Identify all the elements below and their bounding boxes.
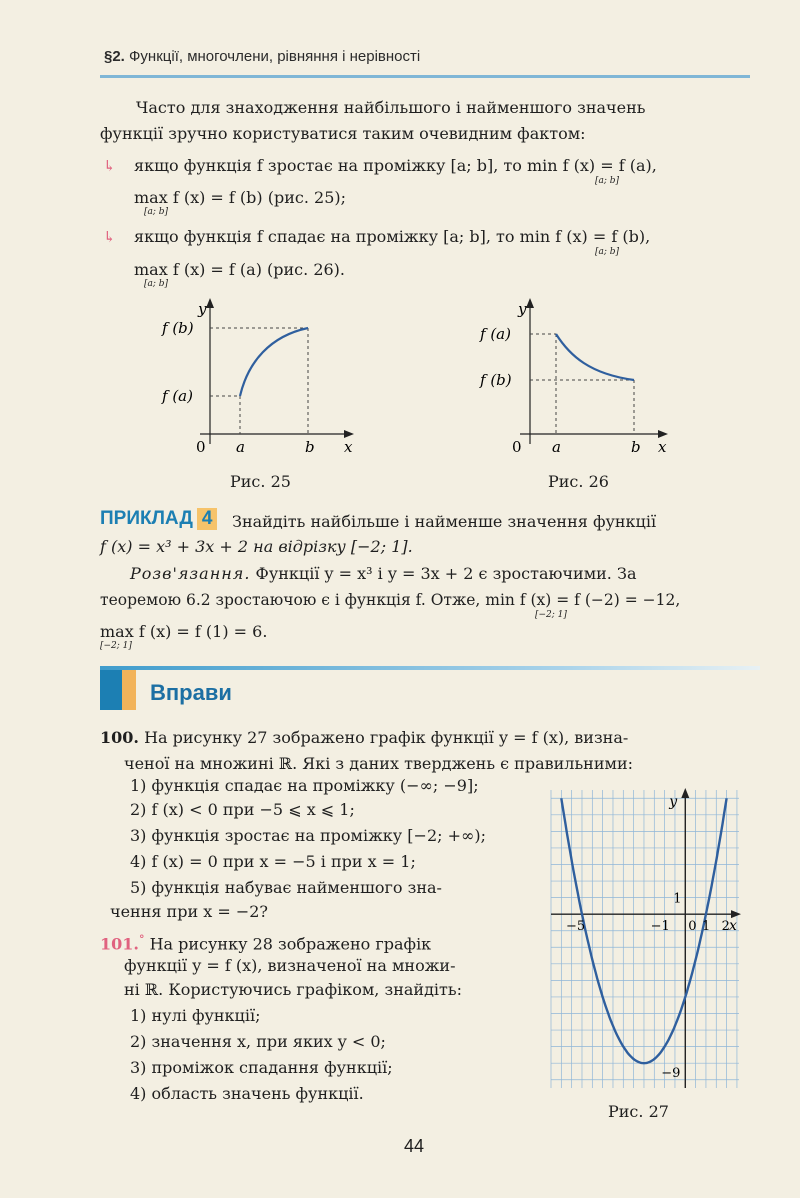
fig27-axes [551,788,741,1088]
ex100-line-2: ченої на множині ℝ. Які з даних тверджень є правильними: [124,754,633,773]
fig25-caption: Рис. 25 [230,472,291,491]
ex101-item-2: 2) значення x, при яких y < 0; [130,1032,386,1051]
running-header [104,48,420,65]
fig25-tick-fb: f (b) [162,319,194,337]
figure-27-chart [545,784,745,1094]
fig25-x-arrow [344,430,354,438]
ex101-text-1: На рисунку 28 зображено графік [149,934,432,954]
solution-max-subscript: [−2; 1] [100,641,132,651]
fig26-tick-b: b [631,438,641,456]
fig26-x-label: x [658,438,667,456]
fig27-tick-y-1: 1 [673,891,682,907]
solution-text-1: Функції y = x³ і y = 3x + 2 є зростаючими. За [255,564,637,583]
fig25-increasing-curve [240,328,308,396]
rule-2-text: якщо функція f спадає на проміжку [a; b], то min f (x) = f (b), [134,227,651,246]
rule-2-max-subscript: [a; b] [144,279,169,289]
fig26-tick-fb: f (b) [480,371,512,389]
solution-line-2: теоремою 6.2 зростаючою є і функція f. Отже, min f (x) = f (−2) = −12, [100,591,681,609]
example-heading [100,508,217,530]
fig25-tick-a: a [236,438,245,456]
ex101-item-3: 3) проміжок спадання функції; [130,1058,393,1077]
rule-1-text: якщо функція f зростає на проміжку [a; b], то min f (x) = f (a), [134,156,657,175]
fig26-tick-a: a [552,438,561,456]
solution-line-1 [130,564,636,584]
header-section-title: Функції, многочлени, рівняння і нерівності [129,48,421,65]
rule-1-continuation: max f (x) = f (b) (рис. 25); [134,188,347,207]
header-rule [100,75,750,78]
fig27-tick-x-1: 1 [701,919,711,935]
header-section-number: §2. [104,48,125,65]
bullet-arrow-icon: ↳ [103,157,116,175]
fig27-x-label: x [729,918,737,935]
section-marker [100,670,140,710]
fig27-tick-x-0: 0 [688,919,697,935]
figure-26 [474,292,684,462]
section-title: Вправи [150,680,232,705]
fig25-y-label: y [198,300,207,318]
page-number: 44 [404,1136,425,1156]
fig25-tick-b: b [305,438,315,456]
fig27-x-arrow [731,910,741,918]
example-number: 4 [197,508,218,530]
fig27-tick-x-2: 2 [721,919,730,935]
fig26-caption: Рис. 26 [548,472,609,491]
fig27-grid [551,790,739,1088]
ex101-item-4: 4) область значень функції. [130,1084,364,1103]
bullet-arrow-icon: ↳ [103,228,116,246]
ex100-item-1: 1) функція спадає на проміжку (−∞; −9]; [130,776,479,795]
rule-1-max-subscript: [a; b] [144,207,169,217]
fig26-decreasing-curve [556,334,634,380]
ex100-item-5-cont: чення при x = −2? [110,902,268,921]
solution-word: Розв'язання. [130,564,251,583]
example-label: ПРИКЛАД [100,508,193,529]
fig26-origin: 0 [512,438,522,456]
fig27-tick-y-m9: −9 [661,1066,681,1082]
solution-line-3: max f (x) = f (1) = 6. [100,622,268,641]
rule-1-min-subscript: [a; b] [595,176,620,186]
figure-25 [160,292,370,462]
rule-2-min-subscript: [a; b] [595,247,620,257]
ex100-text-1: На рисунку 27 зображено графік функції y = f (x), визна- [144,728,629,747]
rule-2-continuation: max f (x) = f (a) (рис. 26). [134,260,345,279]
fig25-origin: 0 [196,438,206,456]
ex100-number: 100. [100,728,139,747]
ex101-item-1: 1) нулі функції; [130,1006,261,1025]
fig25-tick-fa: f (a) [162,387,193,405]
fig26-tick-fa: f (a) [480,325,511,343]
fig27-caption: Рис. 27 [608,1102,669,1121]
fig26-y-arrow [526,298,534,308]
ex100-item-4: 4) f (x) = 0 при x = −5 і при x = 1; [130,852,416,871]
section-divider [100,666,760,670]
ex100-line-1 [100,728,628,748]
fig25-y-arrow [206,298,214,308]
fig27-y-label: y [669,794,678,810]
ex101-line-2: функції y = f (x), визначеної на множи- [124,956,456,975]
fig26-x-arrow [658,430,668,438]
ex100-item-2: 2) f (x) < 0 при −5 ⩽ x ⩽ 1; [130,800,355,819]
fig27-tick-x-m5: −5 [565,919,586,935]
ex100-item-3: 3) функція зростає на проміжку [−2; +∞); [130,826,486,845]
ex101-line-3: ні ℝ. Користуючись графіком, знайдіть: [124,980,462,999]
intro-line-2: функції зручно користуватися таким очевидним фактом: [100,124,586,143]
solution-min-subscript: [−2; 1] [535,610,567,620]
example-line-1: Знайдіть найбільше і найменше значення функції [232,512,657,531]
intro-line-1: Часто для знаходження найбільшого і найменшого значень [136,98,646,117]
fig25-x-label: x [344,438,353,456]
example-line-2: f (x) = x³ + 3x + 2 на відрізку [−2; 1]. [100,537,413,556]
fig27-tick-x-m1: −1 [650,919,670,935]
ex100-item-5: 5) функція набуває найменшого зна- [130,878,442,897]
fig26-y-label: y [518,300,527,318]
ex101-star: ° [138,933,145,946]
fig27-y-arrow [681,788,689,798]
ex101-number: 101. [100,934,139,954]
ex101-line-1 [100,930,431,954]
